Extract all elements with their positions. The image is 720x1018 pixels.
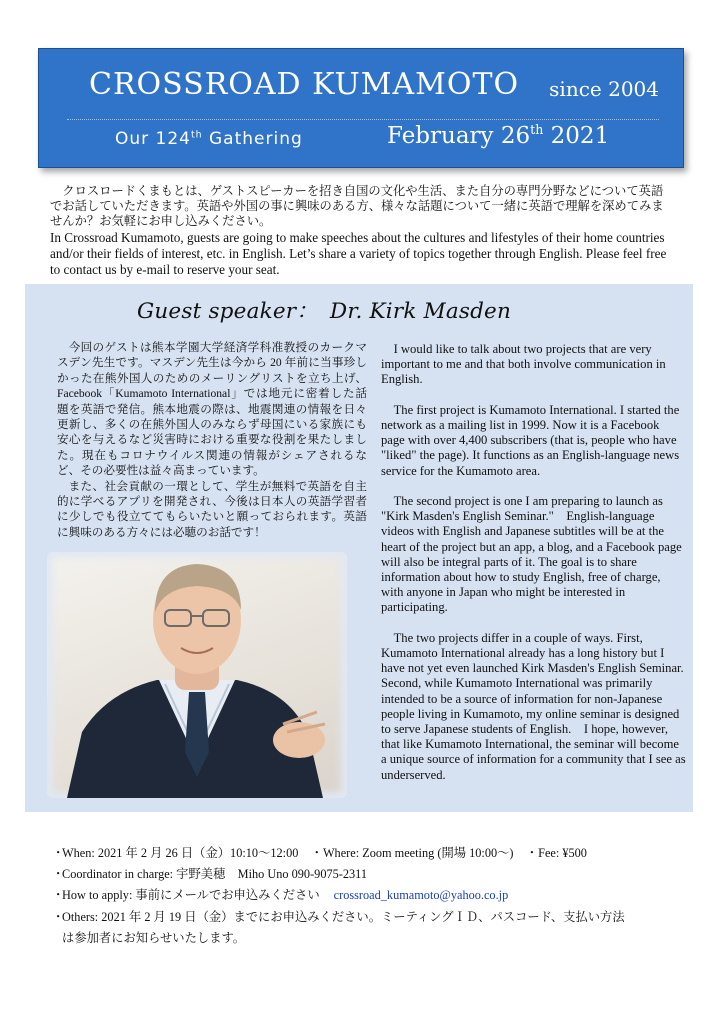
info-coordinator: ・Coordinator in charge: 宇野美穂 Miho Uno 090-9075-2311: [52, 867, 367, 882]
header-banner: [38, 48, 684, 168]
banner-divider: [67, 119, 659, 120]
speaker-portrait-illustration: [47, 552, 347, 798]
talk-paragraph: The first project is Kumamoto International. I started the network as a mailing list in 1999. Now it is a Facebook page with over 4,400 subscribers (that is, people who have "liked" the page). It functions as an English-language news service for the Kumamoto area.: [381, 402, 680, 478]
guest-name: Dr. Kirk Masden: [329, 299, 512, 324]
contact-email-link[interactable]: crossroad_kumamoto@yahoo.co.jp: [333, 888, 509, 903]
intro-section: [50, 184, 670, 278]
guest-heading: [137, 294, 511, 325]
talk-paragraph: I would like to talk about two projects that are very important to me and that both involve communication in English.: [381, 342, 666, 387]
event-info: [52, 843, 692, 949]
info-apply: ・How to apply: 事前にメールでお申込みください crossroad_kumamoto@yahoo.co.jp: [52, 888, 509, 903]
intro-japanese: クロスロードくまもとは、ゲストスピーカーを招き自国の文化や生活、また自分の専門分野などについて英語でお話していただきます。英語や外国の事に興味のある方、様々な話題について一緒に英語で理解を深めてみませんか？お気軽にお申し込みください。: [50, 184, 664, 229]
guest-label: Guest speaker：: [137, 299, 318, 324]
bio-paragraph: 今回のゲストは熊本学園大学経済学科准教授のカークマスデン先生です。マスデン先生は今から 20 年前に当事珍しかった在熊外国人のためのメーリングリストを立ち上げ、Facebook「Kumamoto International」では地元に密着した話題を英語で発信。熊本地震の際は、地震関連の情報を日々更新し、多くの在熊外国人のみならず母国にいる家族にも安心を与えるなど災害時における重要な役割を果たしました。現在もコロナウイルス関連の情報がシェアされるなど、その必要性は益々高まっています。: [57, 341, 367, 478]
talk-paragraph: The two projects differ in a couple of ways. First, Kumamoto International already has a long history but I have not yet even launched Kirk Masden's English Seminar. Second, while Kumamoto International was primarily intended to be a source of information for non-Japanese people living in Kumamoto, my online seminar is designed to serve Japanese students of English. I hope, however, that like Kumamoto International, the seminar will become a unique source of information for a community that I see as underserved.: [381, 630, 697, 782]
info-others-continued: は参加者にお知らせいたします。: [62, 930, 246, 945]
info-others: ・Others: 2021 年 2 月 19 日（金）までにお申込みください。ミーティングＩＤ、パスコード、支払い方法: [52, 909, 625, 924]
intro-english: In Crossroad Kumamoto, guests are going to make speeches about the cultures and lifestyles of their home countries and/or their fields of interest, etc. in English. Let’s share a variety of topics together through English. Please feel free to contact us by e-mail to reserve your seat.: [50, 229, 667, 277]
event-title: CROSSROAD KUMAMOTO: [89, 67, 520, 102]
event-date: February 26th 2021: [387, 122, 610, 149]
gathering-number: Our 124th Gathering: [115, 129, 303, 149]
since-label: since 2004: [549, 77, 659, 101]
guest-talk-english: [381, 342, 697, 798]
bio-paragraph: また、社会貢献の一環として、学生が無料で英語を自主的に学べるアプリを開発され、今後は日本人の英語学習者に少しでも役立ててもらいたいと願っておられます。英語に興味のある方々には必聴のお話です！: [57, 479, 367, 539]
guest-bio-japanese: [57, 340, 367, 540]
guest-panel: [25, 284, 697, 812]
info-when: ・When: 2021 年 2 月 26 日（金）10:10～12:00 ・Where: Zoom meeting (開場 10:00～) ・Fee: ¥500: [52, 846, 587, 860]
talk-paragraph: The second project is one I am preparing to launch as "Kirk Masden's English Seminar." English-language videos with English and Japanese subtitles will be at the heart of the project but an app, a blog, and a Facebook page will also be integral parts of it. The goal is to share information about how to study English, free of charge, with anyone in Japan who might be interested in participating.: [381, 494, 682, 615]
speaker-photo: [47, 552, 347, 798]
